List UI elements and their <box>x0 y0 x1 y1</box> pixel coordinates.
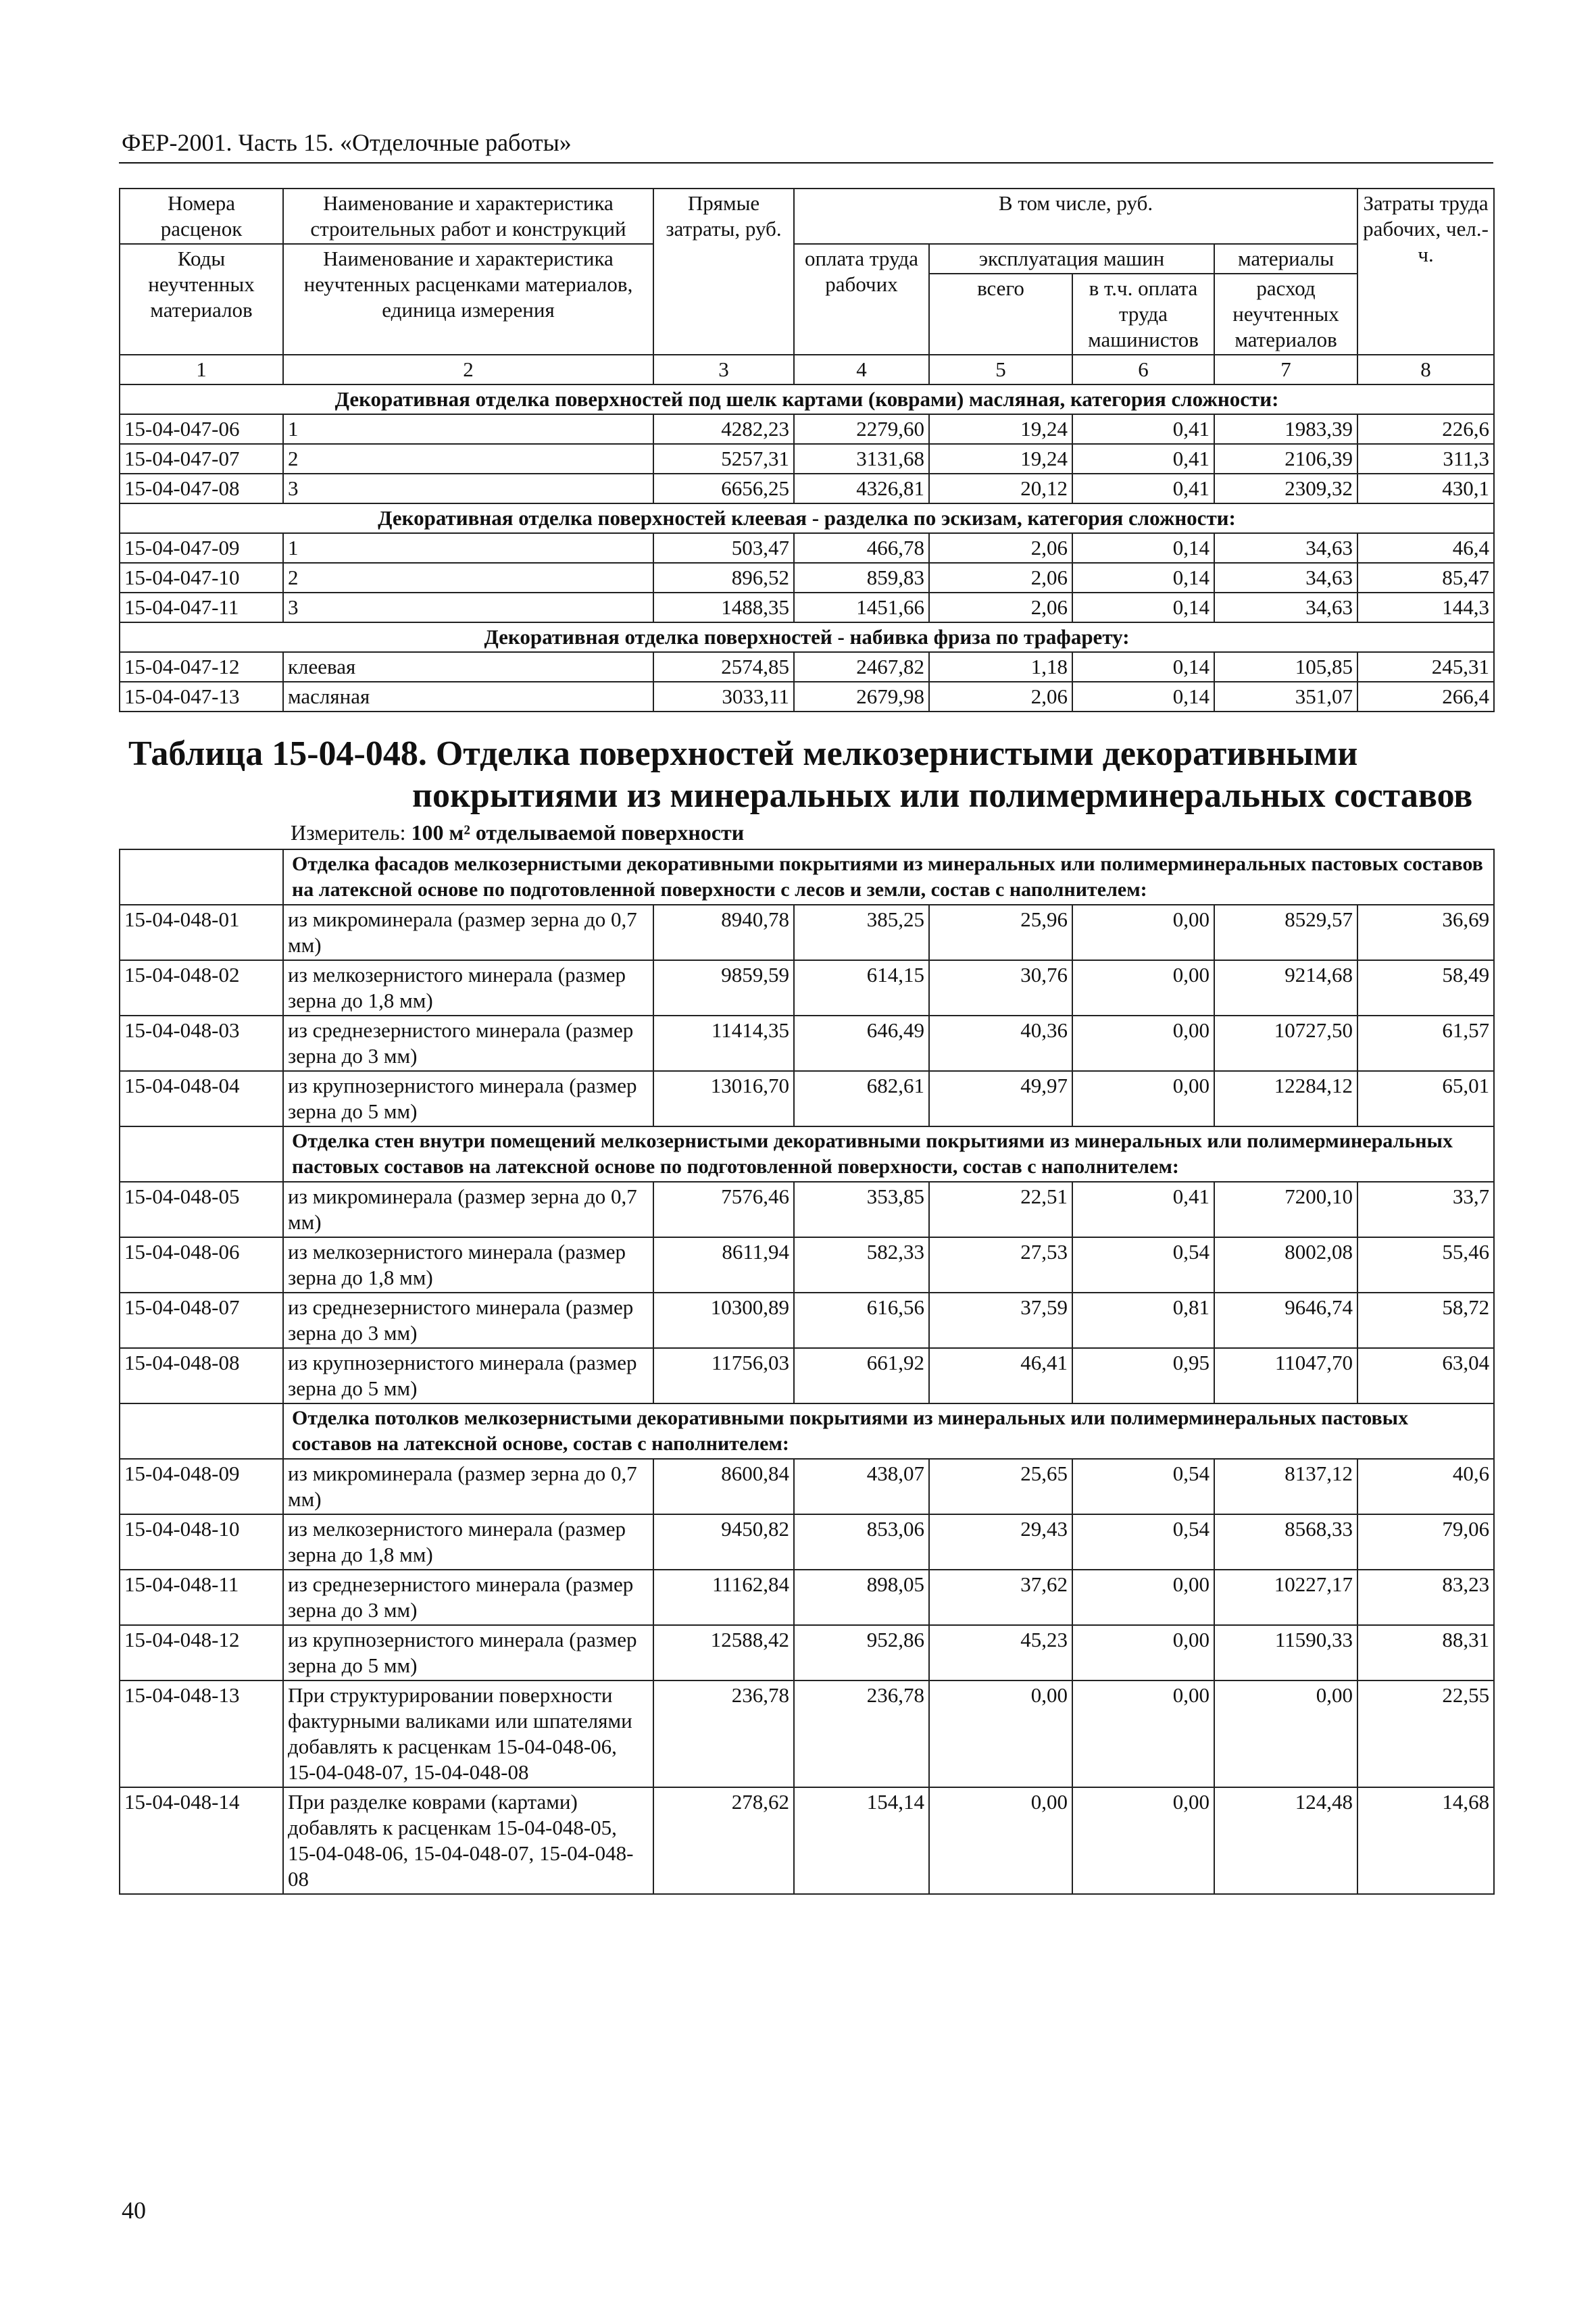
cost-c7: 34,63 <box>1214 593 1357 622</box>
cost-c6: 0,41 <box>1072 444 1214 474</box>
cost-c4: 2679,98 <box>794 682 929 712</box>
cost-c7: 7200,10 <box>1214 1182 1357 1237</box>
rates-table-047 <box>119 188 1495 712</box>
cost-c5: 0,00 <box>929 1787 1072 1894</box>
cost-c6: 0,00 <box>1072 1787 1214 1894</box>
table-row <box>120 444 1494 474</box>
work-name: из мелкозернистого минерала (размер зерна до 1,8 мм) <box>283 1514 653 1570</box>
cost-c8: 430,1 <box>1357 474 1494 503</box>
cost-c5: 22,51 <box>929 1182 1072 1237</box>
cost-c4: 853,06 <box>794 1514 929 1570</box>
cost-c4: 438,07 <box>794 1459 929 1514</box>
col8-header: Затраты труда рабочих, чел.-ч. <box>1357 189 1494 355</box>
rate-code: 15-04-048-14 <box>120 1787 283 1894</box>
cost-c3: 8600,84 <box>653 1459 794 1514</box>
table2-title <box>128 733 1493 817</box>
cost-c8: 22,55 <box>1357 1681 1494 1787</box>
work-name: 2 <box>283 563 653 593</box>
table-row <box>120 1570 1494 1625</box>
cost-c6: 0,14 <box>1072 593 1214 622</box>
table-row <box>120 1016 1494 1071</box>
cost-c6: 0,81 <box>1072 1293 1214 1348</box>
rate-code: 15-04-048-02 <box>120 960 283 1016</box>
machines-header: эксплуатация машин <box>929 244 1214 274</box>
cost-c4: 859,83 <box>794 563 929 593</box>
rate-code: 15-04-047-06 <box>120 414 283 444</box>
cost-c3: 8940,78 <box>653 905 794 960</box>
work-name: из крупнозернистого минерала (размер зерна до 5 мм) <box>283 1625 653 1681</box>
cost-c7: 105,85 <box>1214 652 1357 682</box>
cost-c8: 65,01 <box>1357 1071 1494 1126</box>
col7-header: расход неучтенных материалов <box>1214 274 1357 355</box>
cost-c8: 36,69 <box>1357 905 1494 960</box>
section-blank-cell <box>120 1126 283 1182</box>
cost-c6: 0,95 <box>1072 1348 1214 1403</box>
cost-c6: 0,00 <box>1072 1071 1214 1126</box>
rate-code: 15-04-047-07 <box>120 444 283 474</box>
cost-c4: 2467,82 <box>794 652 929 682</box>
cost-c7: 34,63 <box>1214 533 1357 563</box>
col3-header: Прямые затраты, руб. <box>653 189 794 355</box>
work-name: из микроминерала (размер зерна до 0,7 мм) <box>283 905 653 960</box>
col1b-header: Коды неучтенных материалов <box>120 244 283 355</box>
cost-c4: 646,49 <box>794 1016 929 1071</box>
cost-c6: 0,00 <box>1072 1625 1214 1681</box>
cost-c5: 1,18 <box>929 652 1072 682</box>
cost-c4: 1451,66 <box>794 593 929 622</box>
section-blank-cell <box>120 1403 283 1459</box>
table-row <box>120 960 1494 1016</box>
cost-c4: 466,78 <box>794 533 929 563</box>
work-name: из среднезернистого минерала (размер зерна до 3 мм) <box>283 1016 653 1071</box>
column-index: 5 <box>929 355 1072 384</box>
cost-c8: 40,6 <box>1357 1459 1494 1514</box>
cost-c6: 0,54 <box>1072 1459 1214 1514</box>
rate-code: 15-04-048-10 <box>120 1514 283 1570</box>
cost-c8: 226,6 <box>1357 414 1494 444</box>
table-row <box>120 474 1494 503</box>
work-name: из мелкозернистого минерала (размер зерна до 1,8 мм) <box>283 960 653 1016</box>
cost-c7: 10227,17 <box>1214 1570 1357 1625</box>
cost-c5: 19,24 <box>929 444 1072 474</box>
cost-c8: 33,7 <box>1357 1182 1494 1237</box>
cost-c5: 46,41 <box>929 1348 1072 1403</box>
cost-c7: 11047,70 <box>1214 1348 1357 1403</box>
cost-c4: 2279,60 <box>794 414 929 444</box>
col2b-header: Наименование и характеристика неучтенных расценками материалов, единица измерения <box>283 244 653 355</box>
work-name: 3 <box>283 474 653 503</box>
rate-code: 15-04-048-11 <box>120 1570 283 1625</box>
cost-c3: 896,52 <box>653 563 794 593</box>
cost-c7: 0,00 <box>1214 1681 1357 1787</box>
rate-code: 15-04-047-12 <box>120 652 283 682</box>
cost-c6: 0,00 <box>1072 1016 1214 1071</box>
cost-c7: 2309,32 <box>1214 474 1357 503</box>
rate-code: 15-04-048-08 <box>120 1348 283 1403</box>
meter-value: 100 м² отделываемой поверхности <box>411 820 745 845</box>
table-row <box>120 1787 1494 1894</box>
meter-label: Измеритель: <box>291 820 406 845</box>
cost-c3: 2574,85 <box>653 652 794 682</box>
rate-code: 15-04-047-09 <box>120 533 283 563</box>
table-row <box>120 414 1494 444</box>
work-name: При структурировании поверхности фактурными валиками или шпателями добавлять к расценкам 15-04-048-06, 15-04-048-07, 15-04-048-08 <box>283 1681 653 1787</box>
cost-c8: 58,72 <box>1357 1293 1494 1348</box>
cost-c5: 2,06 <box>929 593 1072 622</box>
table-row <box>120 1681 1494 1787</box>
cost-c4: 682,61 <box>794 1071 929 1126</box>
cost-c8: 266,4 <box>1357 682 1494 712</box>
cost-c8: 58,49 <box>1357 960 1494 1016</box>
cost-c6: 0,00 <box>1072 905 1214 960</box>
cost-c4: 4326,81 <box>794 474 929 503</box>
rate-code: 15-04-048-09 <box>120 1459 283 1514</box>
cost-c3: 5257,31 <box>653 444 794 474</box>
materials-header: материалы <box>1214 244 1357 274</box>
col4-header: оплата труда рабочих <box>794 244 929 355</box>
cost-c5: 25,96 <box>929 905 1072 960</box>
cost-c5: 45,23 <box>929 1625 1072 1681</box>
cost-c5: 0,00 <box>929 1681 1072 1787</box>
cost-c4: 236,78 <box>794 1681 929 1787</box>
cost-c3: 11414,35 <box>653 1016 794 1071</box>
work-name: из микроминерала (размер зерна до 0,7 мм) <box>283 1182 653 1237</box>
cost-c7: 12284,12 <box>1214 1071 1357 1126</box>
cost-c3: 278,62 <box>653 1787 794 1894</box>
cost-c8: 144,3 <box>1357 593 1494 622</box>
cost-c5: 37,62 <box>929 1570 1072 1625</box>
table-row <box>120 563 1494 593</box>
cost-c6: 0,14 <box>1072 652 1214 682</box>
cost-c7: 10727,50 <box>1214 1016 1357 1071</box>
rates-table-048 <box>119 849 1495 1895</box>
table-row <box>120 1514 1494 1570</box>
cost-c6: 0,14 <box>1072 533 1214 563</box>
cost-c6: 0,54 <box>1072 1514 1214 1570</box>
cost-c4: 616,56 <box>794 1293 929 1348</box>
cost-c7: 8529,57 <box>1214 905 1357 960</box>
work-name: из среднезернистого минерала (размер зерна до 3 мм) <box>283 1570 653 1625</box>
section-row <box>120 384 1494 414</box>
page-number: 40 <box>122 2197 146 2224</box>
cost-c6: 0,00 <box>1072 1570 1214 1625</box>
cost-c3: 13016,70 <box>653 1071 794 1126</box>
rate-code: 15-04-048-06 <box>120 1237 283 1293</box>
cost-c8: 55,46 <box>1357 1237 1494 1293</box>
cost-c3: 12588,42 <box>653 1625 794 1681</box>
cost-c4: 154,14 <box>794 1787 929 1894</box>
cost-c4: 614,15 <box>794 960 929 1016</box>
cost-c7: 8137,12 <box>1214 1459 1357 1514</box>
cost-c3: 9450,82 <box>653 1514 794 1570</box>
cost-c5: 37,59 <box>929 1293 1072 1348</box>
cost-c8: 245,31 <box>1357 652 1494 682</box>
cost-c4: 582,33 <box>794 1237 929 1293</box>
cost-c4: 3131,68 <box>794 444 929 474</box>
table-row <box>120 533 1494 563</box>
cost-c6: 0,14 <box>1072 682 1214 712</box>
table-row <box>120 1237 1494 1293</box>
section-row <box>120 1403 1494 1459</box>
col1a-header: Номера расценок <box>120 189 283 244</box>
cost-c8: 46,4 <box>1357 533 1494 563</box>
table-row <box>120 682 1494 712</box>
cost-c4: 952,86 <box>794 1625 929 1681</box>
cost-c8: 88,31 <box>1357 1625 1494 1681</box>
rate-code: 15-04-047-11 <box>120 593 283 622</box>
column-index: 6 <box>1072 355 1214 384</box>
rate-code: 15-04-048-05 <box>120 1182 283 1237</box>
cost-c6: 0,14 <box>1072 563 1214 593</box>
work-name: 3 <box>283 593 653 622</box>
table-row <box>120 1071 1494 1126</box>
cost-c3: 10300,89 <box>653 1293 794 1348</box>
rate-code: 15-04-048-04 <box>120 1071 283 1126</box>
cost-c5: 2,06 <box>929 682 1072 712</box>
cost-c8: 14,68 <box>1357 1787 1494 1894</box>
col6-header: в т.ч. оплата труда машинистов <box>1072 274 1214 355</box>
section-title: Декоративная отделка поверхностей клеевая - разделка по эскизам, категория сложности: <box>120 503 1494 533</box>
cost-c5: 27,53 <box>929 1237 1072 1293</box>
cost-c7: 124,48 <box>1214 1787 1357 1894</box>
table2-title-line1: Таблица 15-04-048. Отделка поверхностей мелкозернистыми декоративными <box>128 735 1358 773</box>
cost-c3: 7576,46 <box>653 1182 794 1237</box>
cost-c3: 11756,03 <box>653 1348 794 1403</box>
col5-header: всего <box>929 274 1072 355</box>
work-name: из крупнозернистого минерала (размер зерна до 5 мм) <box>283 1348 653 1403</box>
cost-c7: 351,07 <box>1214 682 1357 712</box>
table-row <box>120 905 1494 960</box>
section-title: Отделка потолков мелкозернистыми декоративными покрытиями из минеральных или полимерминеральных пастовых составов на латексной основе, состав с наполнителем: <box>283 1403 1494 1459</box>
work-name: из микроминерала (размер зерна до 0,7 мм) <box>283 1459 653 1514</box>
cost-c7: 11590,33 <box>1214 1625 1357 1681</box>
cost-c8: 311,3 <box>1357 444 1494 474</box>
column-index: 4 <box>794 355 929 384</box>
work-name: из среднезернистого минерала (размер зерна до 3 мм) <box>283 1293 653 1348</box>
cost-c3: 4282,23 <box>653 414 794 444</box>
section-title: Декоративная отделка поверхностей под шелк картами (коврами) масляная, категория сложности: <box>120 384 1494 414</box>
cost-c3: 236,78 <box>653 1681 794 1787</box>
cost-c3: 503,47 <box>653 533 794 563</box>
incl-header: В том числе, руб. <box>794 189 1357 244</box>
cost-c5: 19,24 <box>929 414 1072 444</box>
cost-c6: 0,41 <box>1072 1182 1214 1237</box>
rate-code: 15-04-048-03 <box>120 1016 283 1071</box>
section-title: Декоративная отделка поверхностей - набивка фриза по трафарету: <box>120 622 1494 652</box>
header-rule <box>119 162 1493 164</box>
rate-code: 15-04-048-01 <box>120 905 283 960</box>
table-row <box>120 593 1494 622</box>
cost-c7: 2106,39 <box>1214 444 1357 474</box>
cost-c7: 9646,74 <box>1214 1293 1357 1348</box>
cost-c7: 8002,08 <box>1214 1237 1357 1293</box>
cost-c6: 0,41 <box>1072 474 1214 503</box>
col2a-header: Наименование и характеристика строительных работ и конструкций <box>283 189 653 244</box>
work-name: из крупнозернистого минерала (размер зерна до 5 мм) <box>283 1071 653 1126</box>
table-row <box>120 1625 1494 1681</box>
cost-c5: 30,76 <box>929 960 1072 1016</box>
column-index: 3 <box>653 355 794 384</box>
rate-code: 15-04-048-07 <box>120 1293 283 1348</box>
cost-c3: 9859,59 <box>653 960 794 1016</box>
rate-code: 15-04-047-10 <box>120 563 283 593</box>
work-name: 2 <box>283 444 653 474</box>
section-row <box>120 849 1494 905</box>
cost-c5: 29,43 <box>929 1514 1072 1570</box>
column-index: 2 <box>283 355 653 384</box>
cost-c4: 353,85 <box>794 1182 929 1237</box>
cost-c6: 0,41 <box>1072 414 1214 444</box>
cost-c8: 83,23 <box>1357 1570 1494 1625</box>
cost-c8: 79,06 <box>1357 1514 1494 1570</box>
meter <box>291 820 744 845</box>
cost-c3: 8611,94 <box>653 1237 794 1293</box>
work-name: 1 <box>283 533 653 563</box>
section-title: Отделка стен внутри помещений мелкозернистыми декоративными покрытиями из минеральных или полимерминеральных пастовых составов на латексной основе по подготовленной поверхности, состав с наполнителем: <box>283 1126 1494 1182</box>
cost-c7: 9214,68 <box>1214 960 1357 1016</box>
rate-code: 15-04-047-08 <box>120 474 283 503</box>
cost-c7: 1983,39 <box>1214 414 1357 444</box>
table-row <box>120 1348 1494 1403</box>
cost-c8: 61,57 <box>1357 1016 1494 1071</box>
cost-c4: 385,25 <box>794 905 929 960</box>
cost-c7: 34,63 <box>1214 563 1357 593</box>
cost-c5: 20,12 <box>929 474 1072 503</box>
rate-code: 15-04-048-12 <box>120 1625 283 1681</box>
cost-c5: 2,06 <box>929 563 1072 593</box>
cost-c3: 3033,11 <box>653 682 794 712</box>
work-name: из мелкозернистого минерала (размер зерна до 1,8 мм) <box>283 1237 653 1293</box>
table-row <box>120 1182 1494 1237</box>
rate-code: 15-04-048-13 <box>120 1681 283 1787</box>
cost-c8: 85,47 <box>1357 563 1494 593</box>
column-index: 1 <box>120 355 283 384</box>
section-row <box>120 1126 1494 1182</box>
cost-c6: 0,00 <box>1072 1681 1214 1787</box>
work-name: масляная <box>283 682 653 712</box>
table-row <box>120 1459 1494 1514</box>
cost-c5: 40,36 <box>929 1016 1072 1071</box>
cost-c4: 898,05 <box>794 1570 929 1625</box>
work-name: клеевая <box>283 652 653 682</box>
cost-c5: 25,65 <box>929 1459 1072 1514</box>
table-row <box>120 1293 1494 1348</box>
cost-c3: 6656,25 <box>653 474 794 503</box>
cost-c3: 11162,84 <box>653 1570 794 1625</box>
table-row <box>120 652 1494 682</box>
cost-c6: 0,54 <box>1072 1237 1214 1293</box>
cost-c6: 0,00 <box>1072 960 1214 1016</box>
cost-c5: 2,06 <box>929 533 1072 563</box>
section-row <box>120 622 1494 652</box>
column-index: 8 <box>1357 355 1494 384</box>
table2-title-line2: покрытиями из минеральных или полимерминеральных составов <box>412 776 1473 815</box>
cost-c3: 1488,35 <box>653 593 794 622</box>
work-name: 1 <box>283 414 653 444</box>
section-title: Отделка фасадов мелкозернистыми декоративными покрытиями из минеральных или полимерминеральных пастовых составов на латексной основе по подготовленной поверхности с лесов и земли, состав с наполнителем: <box>283 849 1494 905</box>
cost-c4: 661,92 <box>794 1348 929 1403</box>
section-row <box>120 503 1494 533</box>
cost-c7: 8568,33 <box>1214 1514 1357 1570</box>
cost-c5: 49,97 <box>929 1071 1072 1126</box>
section-blank-cell <box>120 849 283 905</box>
work-name: При разделке коврами (картами) добавлять к расценкам 15-04-048-05, 15-04-048-06, 15-04-048-07, 15-04-048-08 <box>283 1787 653 1894</box>
page-header: ФЕР-2001. Часть 15. «Отделочные работы» <box>122 129 572 156</box>
cost-c8: 63,04 <box>1357 1348 1494 1403</box>
rate-code: 15-04-047-13 <box>120 682 283 712</box>
column-index: 7 <box>1214 355 1357 384</box>
